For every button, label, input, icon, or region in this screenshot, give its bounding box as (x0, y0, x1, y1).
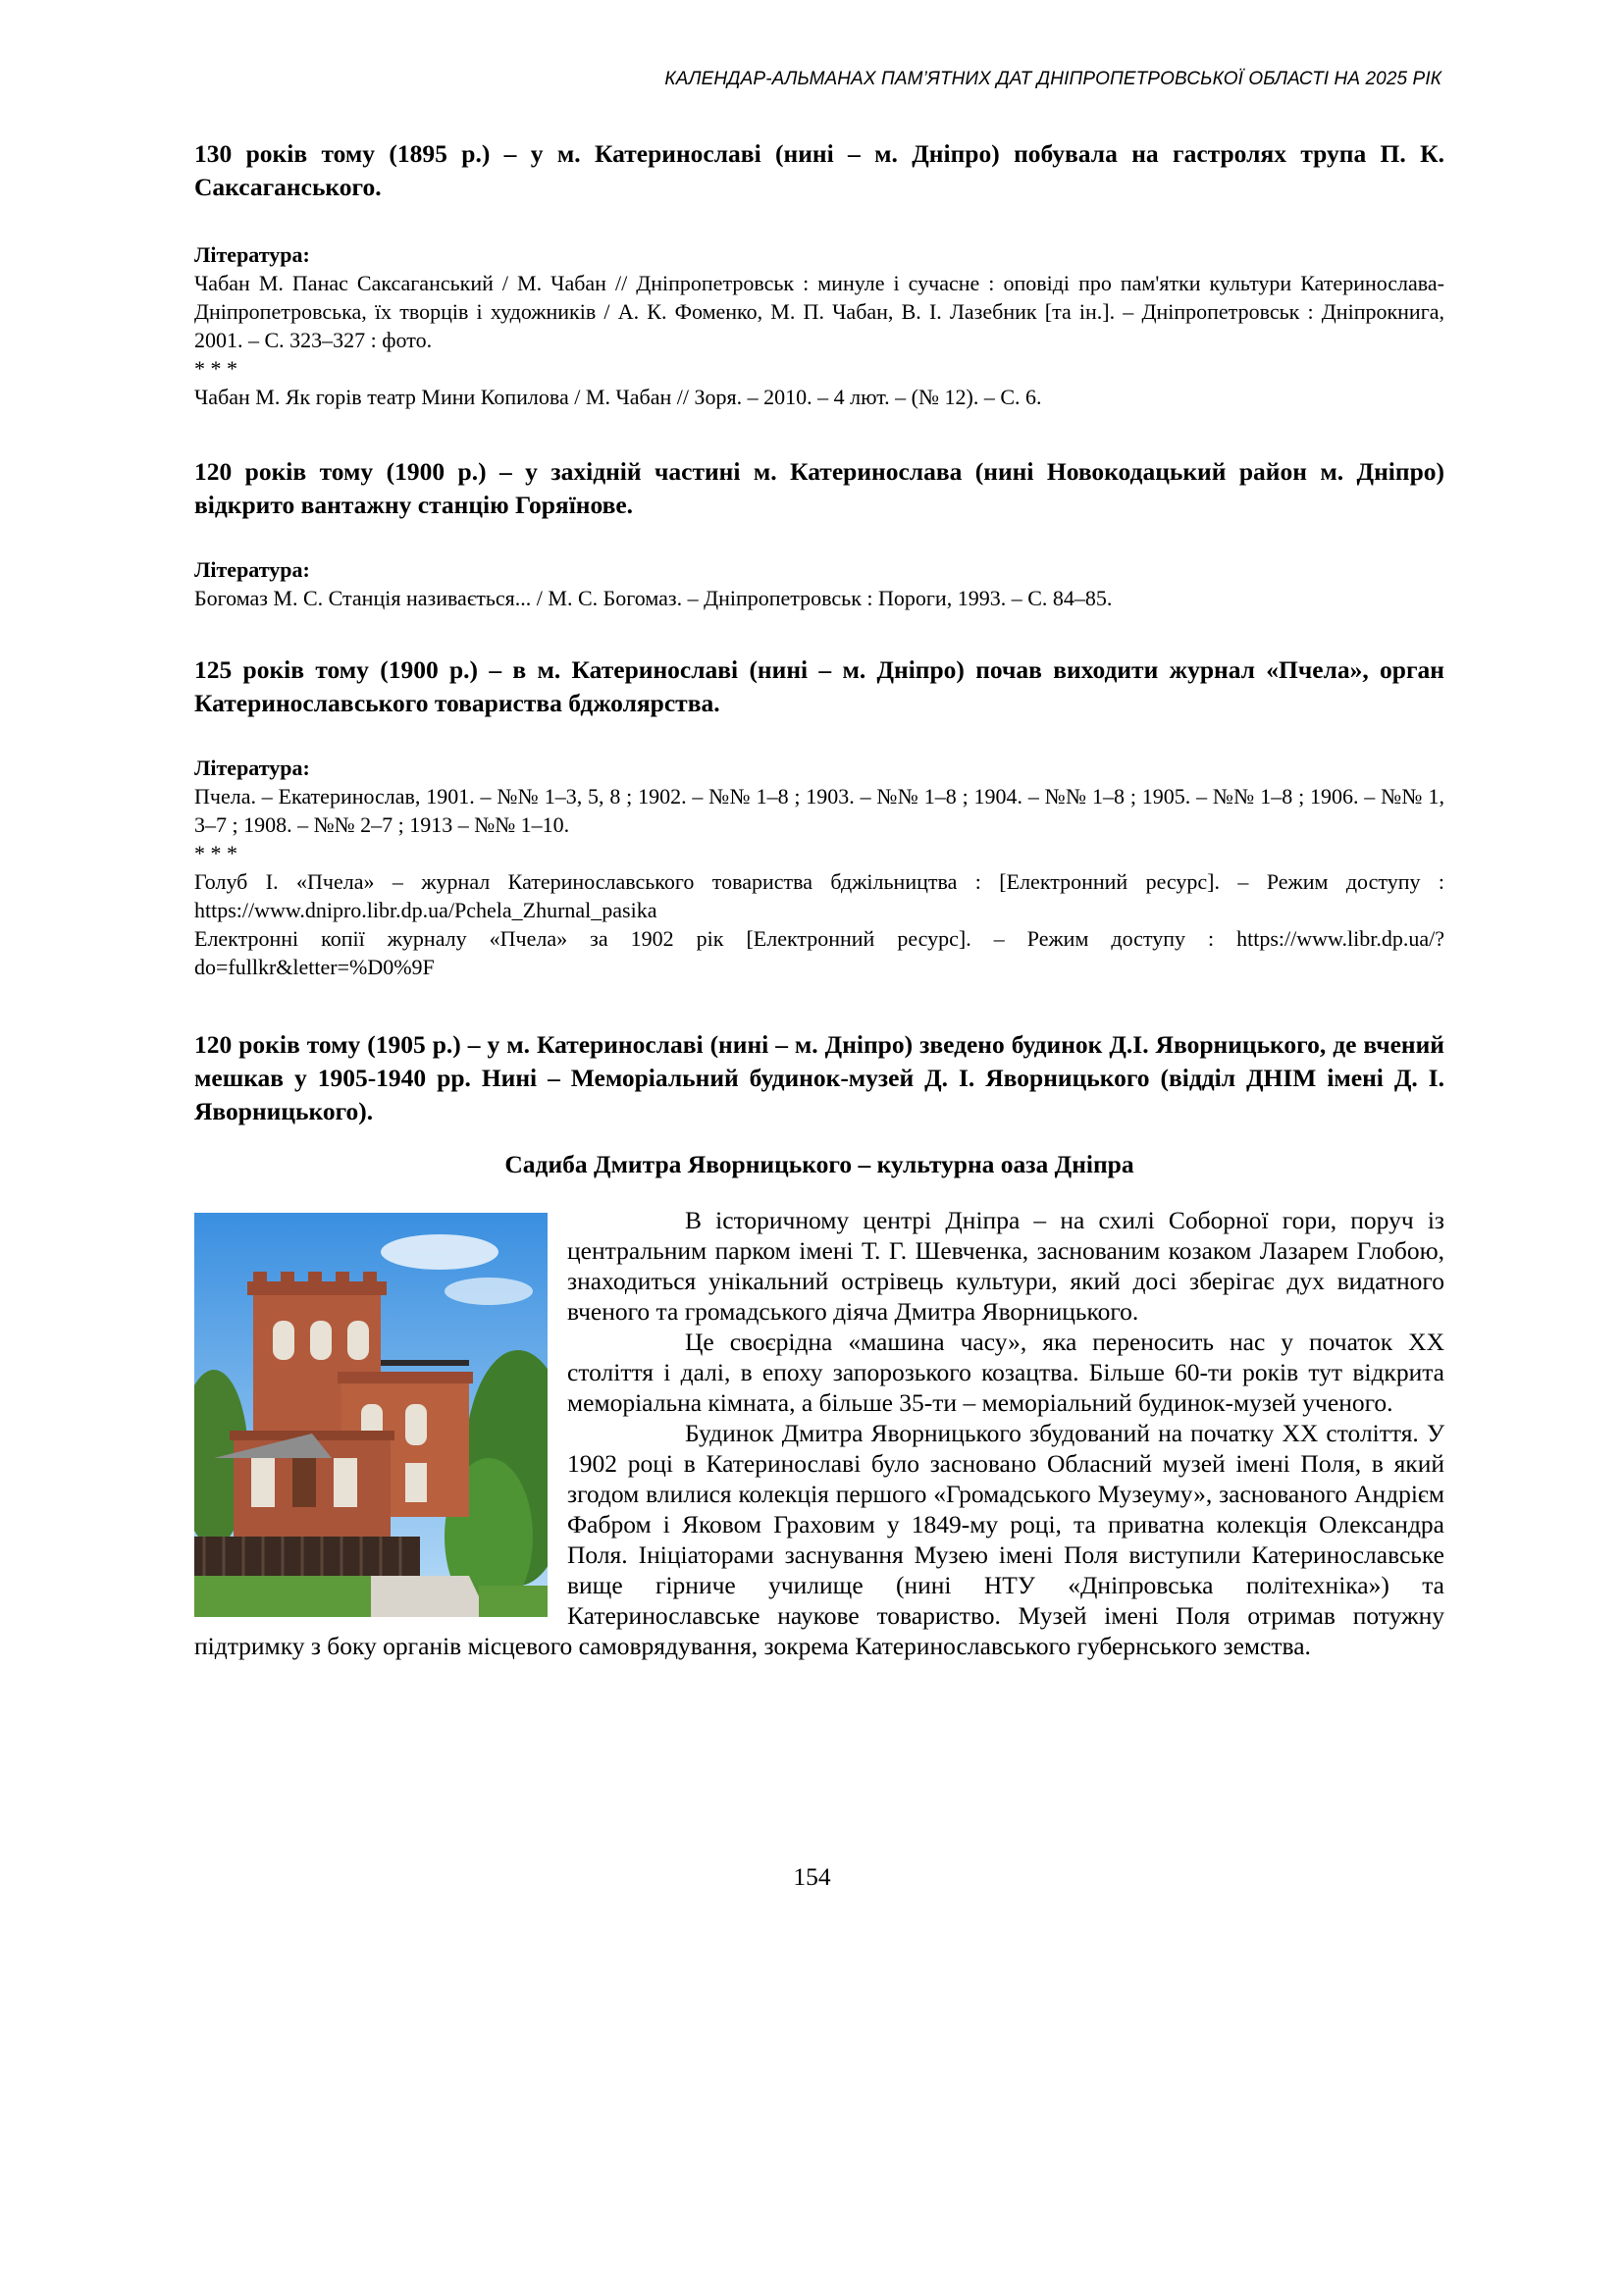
reference-item: Чабан М. Як горів театр Мини Копилова / М. Чабан // Зоря. – 2010. – 4 лют. – (№ 12). – С. 6. (194, 385, 1042, 409)
museum-house-photo (194, 1213, 548, 1617)
article-body (194, 1205, 1444, 1661)
article-paragraph: Це своєрідна «машина часу», яка переносить нас у початок XX століття і далі, в епоху запорозького козацтва. Більше 60-ти років тут відкрита меморіальна кімната, а більше 35-ти – меморіальний будинок-музей ученого. (567, 1328, 1444, 1417)
article-paragraph: В історичному центрі Дніпра – на схилі Соборної гори, поруч із центральним парком імені Т. Г. Шевченка, заснованим козаком Лазарем Глобою, знаходиться унікальний острівець культури, який досі зберігає дух видатного вченого та громадського діяча Дмитра Яворницького. (567, 1206, 1444, 1326)
reference-item: Голуб І. «Пчела» – журнал Катеринославського товариства бджільництва : [Електронний ресурс]. – Режим доступу : https://www.dnipro.libr.dp.ua/Pchela_Zhurnal_pasika (194, 869, 1444, 922)
reference-item: Чабан М. Панас Саксаганський / М. Чабан // Дніпропетровськ : минуле і сучасне : оповіді про пам'ятки культури Катеринослава-Дніпропетровська, їх творців і художників / А. К. Фоменко, М. П. Чабан, В. І. Лазебник [та ін.]. – Дніпропетровськ : Дніпрокнига, 2001. – С. 323–327 : фото. (194, 271, 1444, 352)
reference-item: Богомаз М. С. Станція називається... / М. С. Богомаз. – Дніпропетровськ : Пороги, 1993. – С. 84–85. (194, 586, 1113, 610)
event-heading: 130 років тому (1895 р.) – у м. Катеринославі (нині – м. Дніпро) побувала на гастролях трупа П. К. Саксаганського. (194, 139, 1444, 201)
literature-label: Література: (194, 557, 310, 582)
running-header: КАЛЕНДАР-АЛЬМАНАХ ПАМ’ЯТНИХ ДАТ ДНІПРОПЕТРОВСЬКОЇ ОБЛАСТІ НА 2025 РІК (664, 69, 1441, 89)
literature-label: Література: (194, 756, 310, 780)
event-entry-3 (194, 653, 1444, 981)
feature-entry (194, 1028, 1444, 1661)
literature-label: Література: (194, 242, 310, 267)
reference-item: Електронні копії журналу «Пчела» за 1902 рік [Електронний ресурс]. – Режим доступу : https://www.libr.dp.ua/?do=fullkr&letter=%D0%9F (194, 926, 1444, 979)
page-number: 154 (793, 1862, 831, 1891)
reference-item: Пчела. – Екатеринослав, 1901. – №№ 1–3, 5, 8 ; 1902. – №№ 1–8 ; 1903. – №№ 1–8 ; 1904. – №№ 1–8 ; 1905. – №№ 1–8 ; 1906. – №№ 1, 3–7 ; 1908. – №№ 2–7 ; 1913 – №№ 1–10. (194, 784, 1444, 837)
event-heading: 125 років тому (1900 р.) – в м. Катеринославі (нині – м. Дніпро) почав виходити журнал «Пчела», орган Катеринославського товариства бджолярства. (194, 655, 1444, 717)
article-subtitle: Садиба Дмитра Яворницького – культурна оаза Дніпра (504, 1150, 1134, 1178)
event-entry-2 (194, 455, 1444, 612)
event-entry-1 (194, 137, 1444, 411)
event-heading: 120 років тому (1900 р.) – у західній частині м. Катеринослава (нині Новокодацький район м. Дніпро) відкрито вантажну станцію Горяїнове. (194, 457, 1444, 519)
event-heading: 120 років тому (1905 р.) – у м. Катеринославі (нині – м. Дніпро) зведено будинок Д.І. Яворницького, де вчений мешкав у 1905-1940 рр. Нині – Меморіальний будинок-музей Д. І. Яворницького (відділ ДНІМ імені Д. І. Яворницького). (194, 1030, 1444, 1125)
reference-separator: * * * (194, 841, 237, 865)
page-content (194, 137, 1444, 1661)
article-paragraph: Будинок Дмитра Яворницького збудований на початку XX століття. У 1902 році в Катеринославі було засновано Обласний музей імені Поля, в який згодом влилися колекція першого «Громадського Музеуму», заснованого Андрієм Фабром і Яковом Граховим у 1849-му році, та приватна колекція Олександра Поля. Ініціаторами заснування Музею імені Поля виступили Катеринославське вище гірниче училище (нині НТУ «Дніпровська політехніка») та Катеринославське наукове товариство. Музей імені Поля отримав потужну підтримку з боку органів місцевого самоврядування, зокрема Катеринославського губернського земства. (194, 1419, 1444, 1660)
reference-separator: * * * (194, 356, 237, 381)
